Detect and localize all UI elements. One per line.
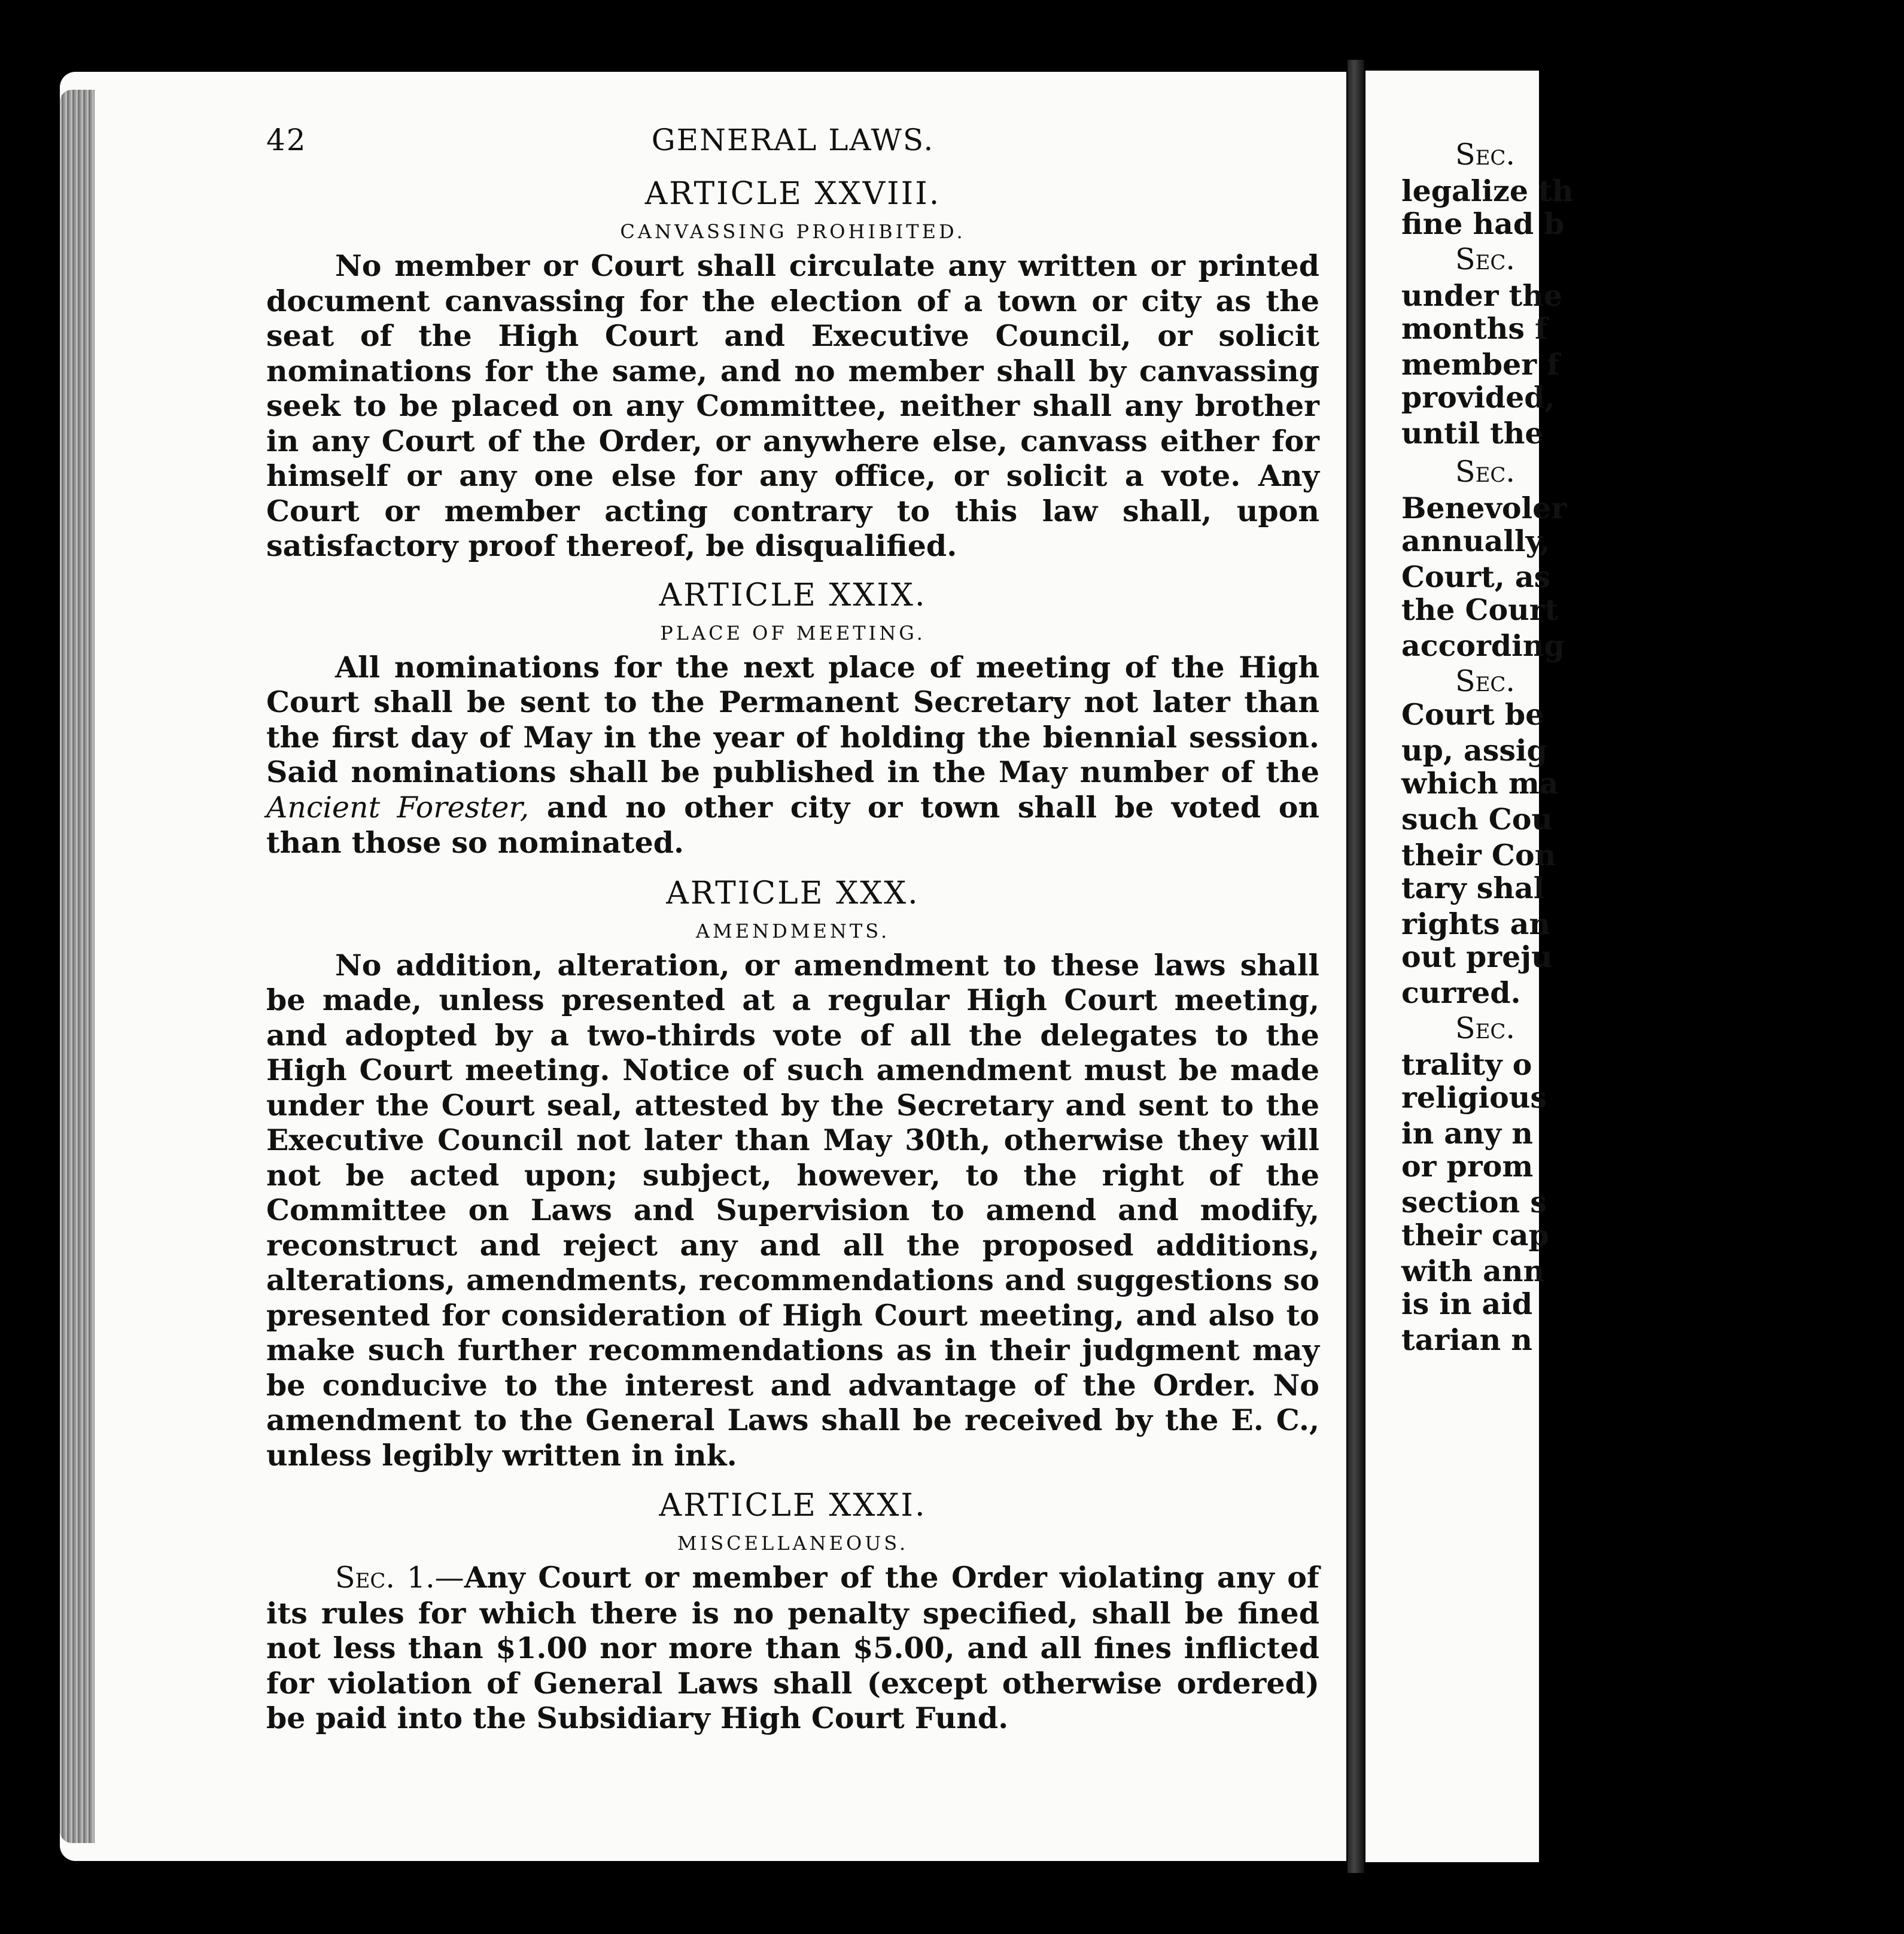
- article-title: ARTICLE XXVIII.: [644, 176, 941, 212]
- right-page-line: up, assig: [1401, 733, 1547, 768]
- article-xxviii: [266, 173, 1319, 564]
- right-page-line: in any n: [1401, 1116, 1533, 1151]
- publication-title: Ancient Forester,: [266, 790, 530, 825]
- body-text: and no other city or town shall be voted on than those so nominated.: [266, 789, 1320, 860]
- right-page-line: provided,: [1401, 380, 1555, 415]
- right-page-line: member f: [1401, 347, 1560, 382]
- article-body: No member or Court shall circulate any written or printed document canvassing for the election of a town or city as the seat of the High Court and Executive Council, or solicit nominations for the same, and no member shall by canvassing seek to be placed on any Committee, neither shall any brother in any Court of the Order, or anywhere else, canvass either for himself or any one else for any office, or solicit a vote. Any Court or member acting contrary to this law shall, upon satisfactory proof thereof, be disqualified.: [266, 248, 1319, 563]
- right-page-line: their Con: [1401, 838, 1556, 872]
- right-page-line: religious: [1401, 1080, 1547, 1115]
- right-page-line: section s: [1401, 1185, 1547, 1220]
- section-label: Sec. 1.—: [335, 1561, 464, 1595]
- right-page-line: such Cou: [1401, 802, 1553, 837]
- right-page-line: under the: [1401, 278, 1562, 313]
- page-edge: [60, 90, 95, 1843]
- right-page-line: Sec.: [1455, 664, 1515, 698]
- article-subtitle: AMENDMENTS.: [695, 919, 890, 942]
- body-text: Any Court or member of the Order violating any of its rules for which there is no penalty specified, shall be fined not less than $1.00 nor more than $5.00, and all fines inflicted for violation of General Laws shall (except otherwise ordered) be paid into the Subsidiary High Court Fund.: [266, 1560, 1319, 1735]
- running-title: GENERAL LAWS.: [651, 123, 935, 157]
- article-body: [266, 650, 1319, 860]
- body-text: All nominations for the next place of meeting of the High Court shall be sent to the Permanent Secretary not later than the first day of May in the year of holding the biennial session. Said nominations shall be published in the May number of the: [266, 649, 1319, 789]
- page-number: 42: [266, 123, 307, 157]
- article-subtitle: CANVASSING PROHIBITED.: [620, 220, 966, 243]
- right-page-line: rights an: [1401, 907, 1550, 941]
- article-title: ARTICLE XXX.: [666, 875, 920, 911]
- right-page-line: legalize th: [1401, 174, 1574, 208]
- right-page-line: Sec.: [1455, 242, 1515, 276]
- book-gutter: [1348, 60, 1364, 1873]
- right-page-line: with ann: [1401, 1254, 1545, 1288]
- right-page: [1365, 71, 1574, 1862]
- right-page-line: months f: [1401, 311, 1548, 346]
- article-xxxi: [266, 1485, 1319, 1736]
- article-subtitle: PLACE OF MEETING.: [660, 621, 926, 644]
- right-page-line: out preju: [1401, 939, 1553, 974]
- right-page-line: tary shal: [1401, 871, 1545, 905]
- right-page-line: curred.: [1401, 975, 1521, 1010]
- right-page-line: Sec.: [1455, 455, 1515, 489]
- right-page-line: the Court: [1401, 592, 1559, 627]
- right-page-line: Sec.: [1455, 1011, 1515, 1045]
- article-body: No addition, alteration, or amendment to these laws shall be made, unless presented at a regular High Court meeting, and adopted by a two-thirds vote of all the delegates to the High Court meeting. Notice of such amendment must be made under the Court seal, attested by the Secretary and sent to the Executive Council not later than May 30th, otherwise they will not be acted upon; subject, however, to the right of the Committee on Laws and Supervision to amend and modify, reconstruct and reject any and all the proposed additions, alterations, amendments, recommendations and suggestions so presented for consideration of High Court meeting, and also to make such further recommendations as in their judgment may be conducive to the interest and advantage of the Order. No amendment to the General Laws shall be received by the E. C., unless legibly written in ink.: [266, 947, 1319, 1473]
- article-xxx: [266, 872, 1319, 1473]
- left-page-content: [266, 123, 1319, 1736]
- article-subtitle: MISCELLANEOUS.: [677, 1532, 909, 1555]
- right-page-line: is in aid: [1401, 1287, 1533, 1321]
- right-page-line: fine had b: [1401, 206, 1565, 241]
- right-page-line: until the: [1401, 416, 1544, 451]
- right-page-line: Court, as: [1401, 559, 1551, 594]
- right-page-line: which ma: [1401, 766, 1559, 801]
- right-page-line: Sec.: [1455, 138, 1515, 172]
- page-header: [266, 123, 1319, 162]
- article-title: ARTICLE XXXI.: [659, 1488, 927, 1524]
- right-page-line: Court be: [1401, 697, 1544, 732]
- article-title: ARTICLE XXIX.: [659, 577, 927, 613]
- right-page-line: their cap: [1401, 1218, 1549, 1252]
- article-body: [266, 1560, 1319, 1736]
- right-page-line: or prom: [1401, 1149, 1534, 1184]
- right-page-line: trality o: [1401, 1047, 1532, 1082]
- article-xxix: [266, 574, 1319, 860]
- right-page-line: annually,: [1401, 524, 1550, 558]
- right-page-line: Benevoler: [1401, 491, 1567, 525]
- right-page-line: tarian n: [1401, 1322, 1532, 1357]
- right-page-line: according: [1401, 628, 1565, 663]
